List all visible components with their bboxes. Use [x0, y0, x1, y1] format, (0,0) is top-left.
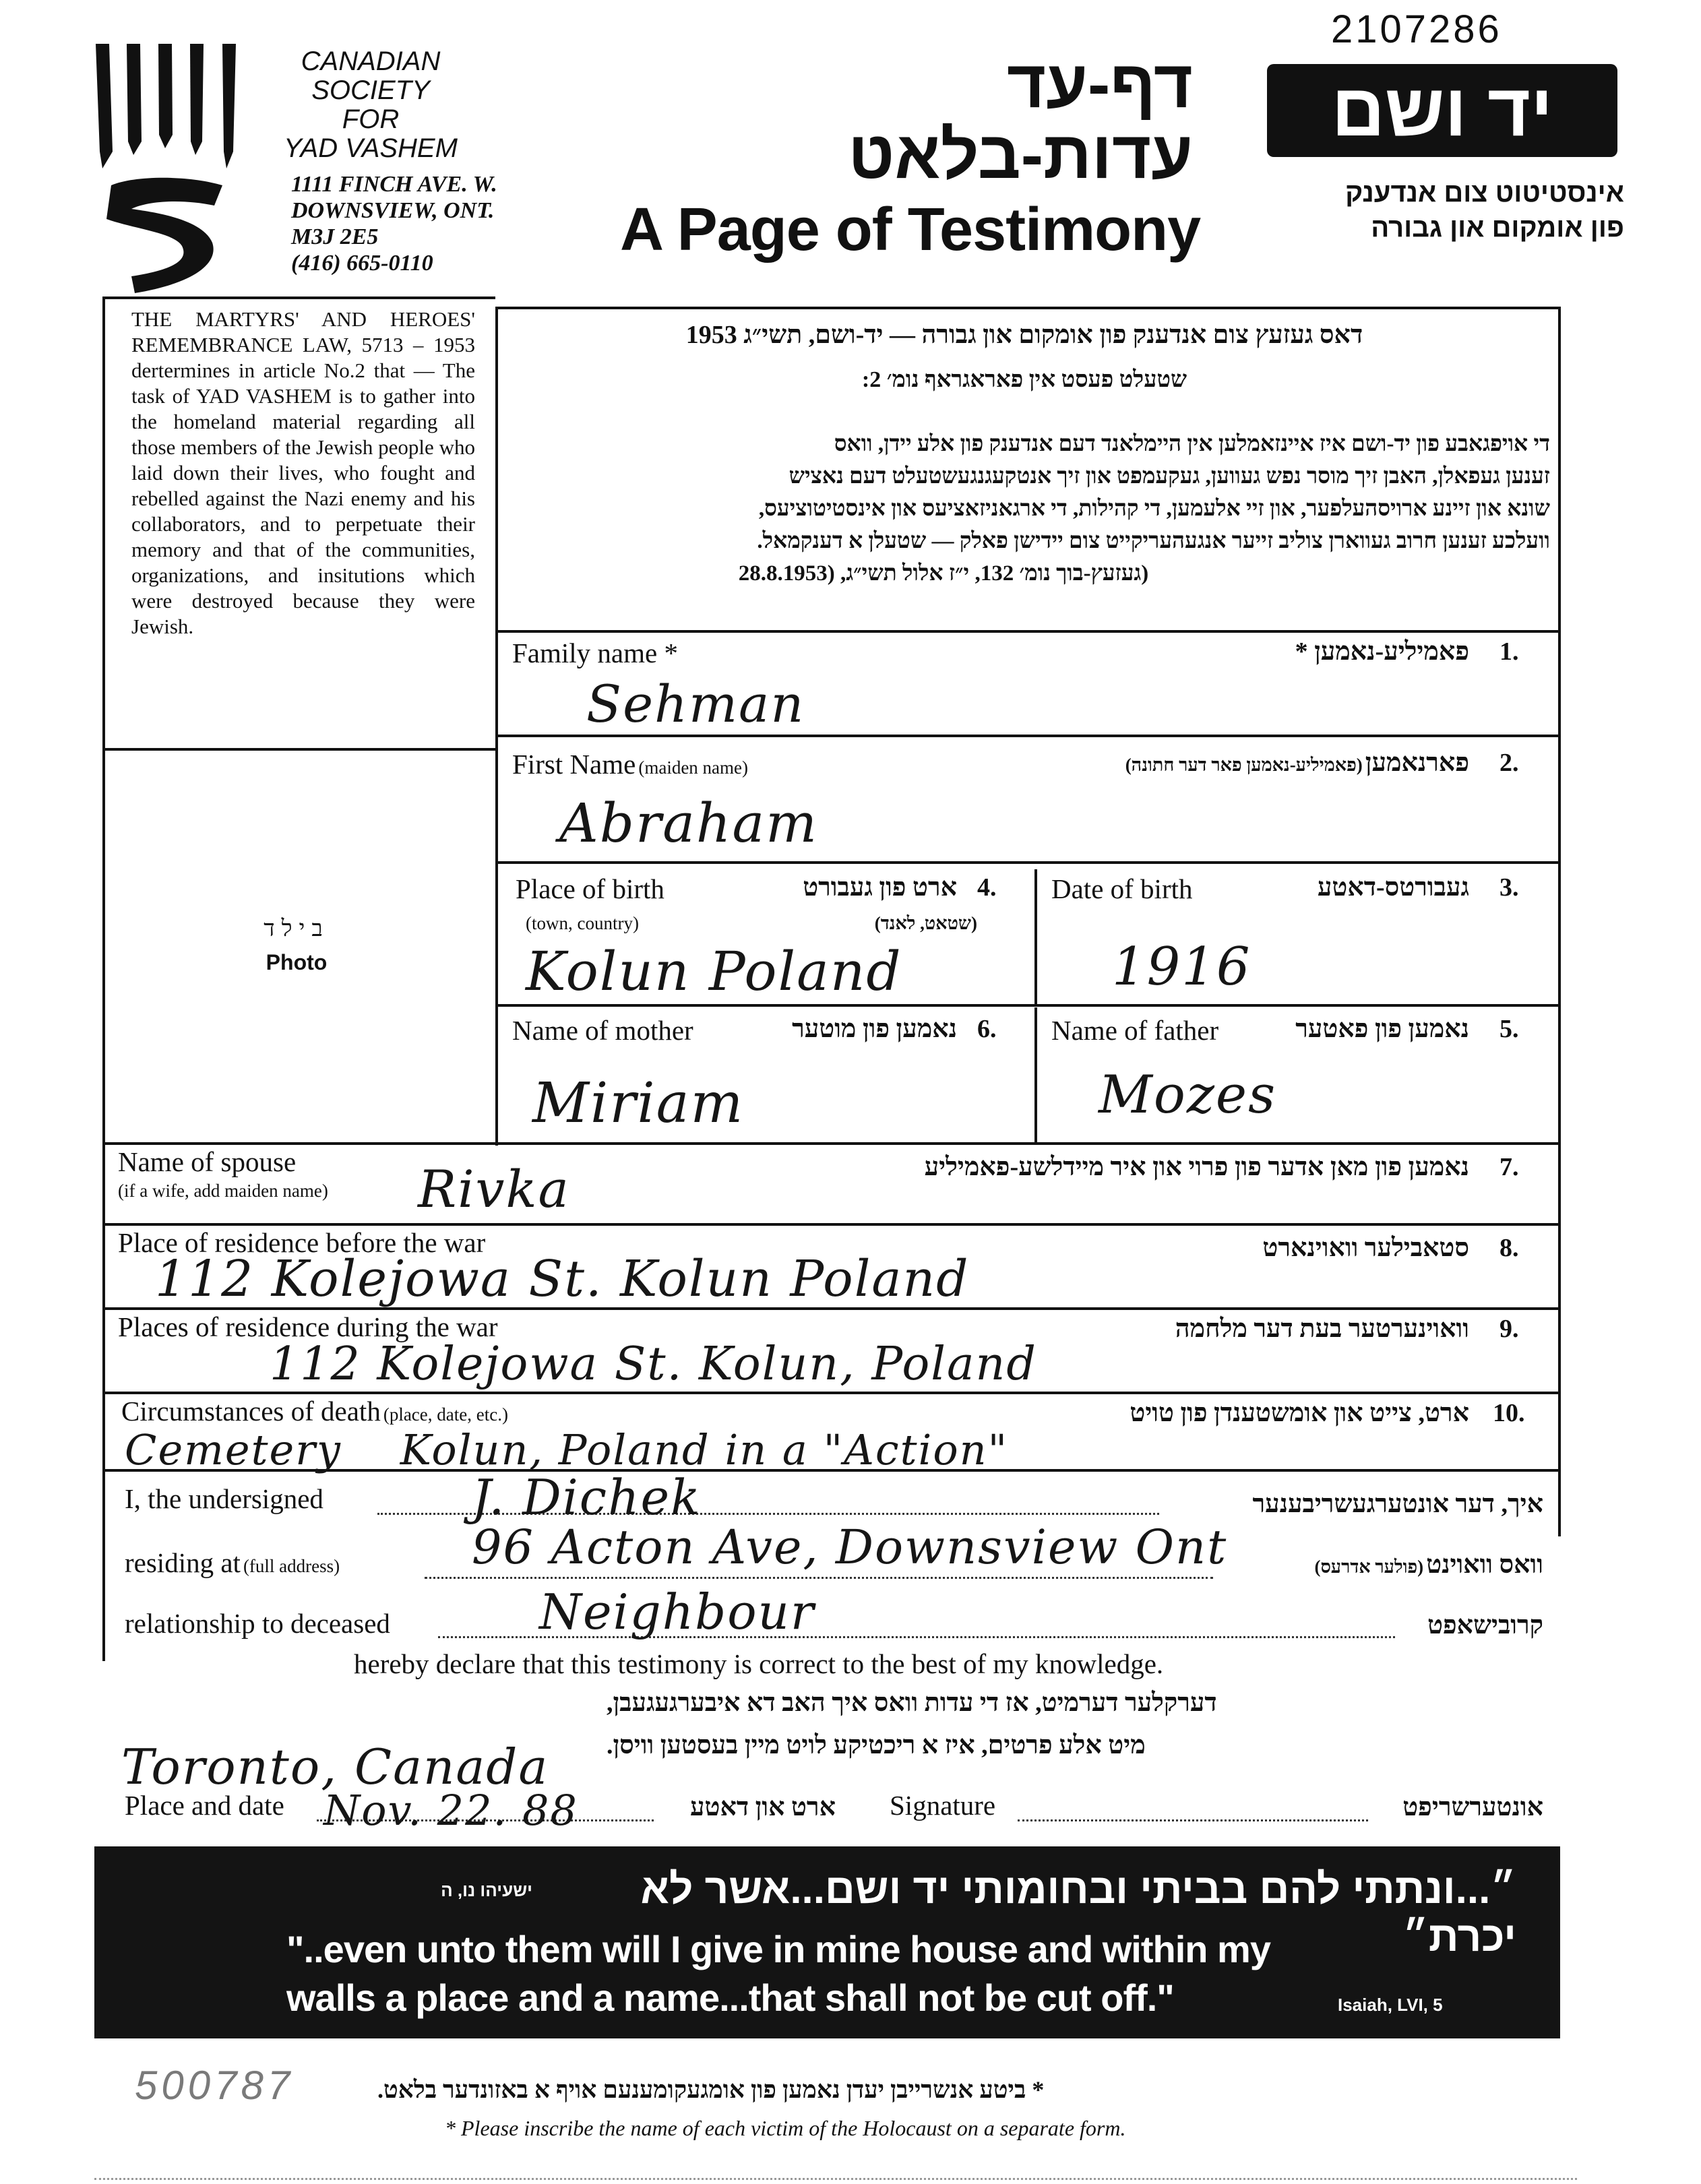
row-rule — [495, 861, 1560, 864]
field-number: 2. — [1499, 749, 1519, 777]
date-of-birth-label-hebrew: געבורטס-דאטע — [1317, 873, 1469, 902]
row-rule — [102, 1223, 1560, 1226]
father-name-value: Mozes — [1099, 1065, 1277, 1125]
address-line: DOWNSVIEW, ONT. — [291, 198, 495, 223]
undersigned-label-hebrew: איך, דער אונטערגעשריבענער — [1252, 1490, 1543, 1518]
signature-label-hebrew: אונטערשריפט — [1402, 1793, 1543, 1821]
residing-label — [125, 1547, 340, 1579]
signature-label: Signature — [890, 1790, 996, 1821]
mother-name-label-hebrew: נאמען פון מוטער — [792, 1015, 957, 1043]
place-value: Toronto, Canada — [121, 1739, 549, 1795]
law-line: שונא און זיינע ארויסהעלפער, און זיי אלעמען, די קהילות, די ארגאניזאציעס און אינסטיטוציעס, — [758, 497, 1550, 521]
institute-name — [1247, 175, 1624, 245]
banner-hebrew-ref: ישעיהו נו, ה — [441, 1880, 532, 1900]
family-name-label-hebrew: פאמיליע-נאמען * — [1295, 637, 1469, 666]
footer-dotted-line — [94, 2178, 1577, 2180]
banner-hebrew: ״...ונתתי להם בביתי ובחומותי יד ושם...אשר לא יכרת״ — [640, 1866, 1516, 1960]
law-subtitle-hebrew: שטעלט פעסט אין פאראגראף נומ׳ 2: — [861, 367, 1187, 392]
stamp-number: 500787 — [135, 2063, 295, 2108]
father-name-label: Name of father — [1051, 1015, 1219, 1046]
place-of-birth-label: Place of birth — [516, 873, 664, 904]
society-name — [283, 47, 458, 163]
spouse-note: (if a wife, add maiden name) — [118, 1181, 328, 1201]
first-name-label — [512, 748, 748, 780]
mother-name-value: Miriam — [532, 1071, 745, 1135]
law-line: די אויפגאבע פון יד-ושם איז איינזאמלען אין היימלאנד דעם אנדענק פון אלע יידן, וואס — [834, 432, 1550, 456]
spouse-label-hebrew: נאמען פון מאן אדער פון פרוי און איר מיידלשע-פאמיליע — [924, 1153, 1469, 1181]
frame-top-left — [102, 297, 495, 299]
date-of-birth-label: Date of birth — [1051, 873, 1193, 904]
footer-note-english: * Please inscribe the name of each victim of the Holocaust on a separate form. — [445, 2116, 1126, 2140]
field-number: 4. — [977, 873, 997, 902]
first-name-value: Abraham — [559, 792, 818, 854]
first-name-hebrew-note: (פאמיליע-נאמען פאר דער חתונה) — [1125, 755, 1363, 775]
institute-line: פון אומקום און גבורה — [1371, 213, 1624, 243]
place-of-birth-label-hebrew: ארט פון געבורט — [803, 873, 957, 902]
society-line: CANADIAN — [301, 46, 441, 76]
declaration-text-hebrew-2: מיט אלע פרטים, איז א ריכטיקע לויט מיין בעסטען וויסן. — [607, 1731, 1146, 1759]
field-number: 3. — [1499, 873, 1519, 902]
field-number: 1. — [1499, 637, 1519, 666]
field-number: 10. — [1493, 1399, 1525, 1427]
residence-during-label-hebrew: וואוינערטער בעת דער מלחמה — [1175, 1315, 1469, 1343]
first-name-hebrew-text: פארנאמען — [1365, 749, 1469, 777]
row-rule — [102, 1392, 1560, 1394]
date-of-birth-value: 1916 — [1112, 937, 1251, 997]
society-line: FOR — [342, 104, 400, 134]
field-number: 6. — [977, 1015, 997, 1043]
relationship-label: relationship to deceased — [125, 1608, 390, 1639]
first-name-label-hebrew — [876, 748, 1469, 778]
place-of-birth-note-hebrew: (שטאט, לאנד) — [874, 913, 977, 933]
death-value: Cemetery Kolun, Poland in a "Action" — [125, 1425, 1009, 1474]
row-rule — [495, 630, 1560, 633]
field-number: 8. — [1499, 1234, 1519, 1262]
menorah-logo — [94, 40, 259, 300]
mother-name-label: Name of mother — [512, 1015, 693, 1046]
residing-value: 96 Acton Ave, Downsview Ont — [472, 1520, 1228, 1575]
law-text-english: THE MARTYRS' AND HEROES' REMEMBRANCE LAW, 5713 – 1953 dertermines in article No.2 that — The task of YAD VASHEM is to gather into the homeland material regarding all those members of the Jewish people who laid down their lives, who fought and rebelled against the Nazi enemy and his collaborators, and to perpetuate their memory and that of the communities, organizations, and insitutions which were destroyed because they were Jewish. — [131, 307, 475, 638]
residence-before-label: Place of residence before the war — [118, 1227, 486, 1258]
field-number: 9. — [1499, 1315, 1519, 1343]
undersigned-value: J. Dichek — [472, 1469, 702, 1526]
family-name-value: Sehman — [586, 674, 805, 734]
residence-before-value: 112 Kolejowa St. Kolun Poland — [155, 1250, 970, 1308]
law-text-hebrew — [512, 428, 1550, 590]
spouse-value: Rivka — [418, 1159, 570, 1219]
society-line: SOCIETY — [311, 75, 430, 105]
place-date-label-hebrew: ארט און דאטע — [690, 1793, 836, 1821]
residing-label-hebrew — [1200, 1550, 1543, 1580]
law-line: וועלכע זענען חרוב געווארן צוליב זייער אנגעהעריקייט צום יידישן פאלק — שטעלן א דענקמאל. — [757, 529, 1550, 553]
place-date-value: Nov. 22. 88 — [323, 1786, 578, 1835]
document-number: 2107286 — [1331, 7, 1502, 51]
frame-middle-divider — [495, 307, 498, 1146]
residing-hebrew-note: (פולער אדרעס) — [1314, 1557, 1424, 1577]
footer-note-hebrew: * ביטע אנשרייבן יעדן נאמען פון אומגעקומענעם אויף א באזונדער בלאט. — [377, 2076, 1045, 2103]
page-title: A Page of Testimony — [620, 196, 1201, 263]
frame-top-right — [495, 307, 1560, 309]
place-date-label: Place and date — [125, 1790, 284, 1821]
address-line: 1111 FINCH AVE. W. — [291, 172, 497, 197]
frame-left-outer — [102, 297, 105, 1661]
first-name-note: (maiden name) — [638, 757, 749, 778]
row-rule — [102, 1142, 1560, 1145]
yad-vashem-logo: יד ושם — [1267, 64, 1617, 157]
death-note: (place, date, etc.) — [383, 1404, 508, 1425]
address-line: (416) 665-0110 — [291, 251, 433, 276]
first-name-label-text: First Name — [512, 749, 636, 780]
society-address — [291, 171, 534, 276]
place-of-birth-value: Kolun Poland — [526, 940, 902, 1003]
law-line: (געזעץ-בוך נומ׳ 132, י״ז אלול תשי״ג, (28.8.1953 — [738, 561, 1149, 586]
place-of-birth-note: (town, country) — [526, 913, 639, 933]
law-line: זענען געפאלן, האבן זיך מוסר נפש געווען, געקעמפט און זיך אנטקעגנגעשטעלט דעם נאציש — [788, 464, 1550, 489]
cell-divider — [1034, 869, 1037, 1004]
title-hebrew-2: עדות-בלאט — [848, 117, 1193, 193]
field-number: 5. — [1499, 1015, 1519, 1043]
residing-hebrew-text: וואס וואוינט — [1426, 1551, 1543, 1579]
frame-left-mid — [102, 748, 495, 751]
frame-right-outer — [1558, 307, 1561, 1536]
row-rule — [495, 735, 1560, 737]
banner-english-ref: Isaiah, LVI, 5 — [1338, 1995, 1443, 2015]
relationship-label-hebrew: קרובישאפט — [1427, 1611, 1543, 1640]
row-rule — [495, 1004, 1560, 1007]
death-label-hebrew: ארט, צייט און אומשטענדן פון טויט — [1130, 1399, 1469, 1427]
undersigned-label: I, the undersigned — [125, 1483, 323, 1514]
banner-english-1: "..even unto them will I give in mine house and within my — [286, 1928, 1270, 1970]
title-hebrew-1: דף-עד — [1006, 46, 1193, 122]
relationship-value: Neighbour — [539, 1584, 815, 1640]
death-label — [121, 1395, 508, 1427]
residence-before-label-hebrew: סטאבילער וואוינארט — [1262, 1234, 1469, 1262]
residing-label-text: residing at — [125, 1547, 241, 1578]
signature-line — [1018, 1819, 1368, 1821]
isaiah-banner — [94, 1846, 1560, 2038]
death-label-text: Circumstances of death — [121, 1396, 381, 1427]
residence-during-label: Places of residence during the war — [118, 1311, 498, 1342]
declaration-text-hebrew-1: דערקלער דערמיט, אז די עדות וואס איך האב דא איבערגעגעבן, — [607, 1689, 1217, 1717]
residing-note: (full address) — [243, 1556, 340, 1576]
address-line: M3J 2E5 — [291, 224, 379, 249]
family-name-label: Family name * — [512, 637, 678, 668]
society-line: YAD VASHEM — [284, 133, 458, 163]
institute-line: אינסטיטוט צום אנדענק — [1345, 178, 1624, 208]
field-number: 7. — [1499, 1153, 1519, 1181]
photo-label-hebrew: בילד — [264, 916, 330, 941]
law-title-hebrew: דאס געזעץ צום אנדענק פון אומקום און גבורה — יד-ושם, תשי״ג 1953 — [685, 321, 1363, 349]
banner-english-2: walls a place and a name...that shall not be cut off." — [286, 1976, 1174, 2019]
father-name-label-hebrew: נאמען פון פאטער — [1295, 1015, 1469, 1043]
cell-divider — [1034, 1007, 1037, 1142]
declaration-text: hereby declare that this testimony is correct to the best of my knowledge. — [354, 1648, 1164, 1679]
photo-label: Photo — [266, 950, 328, 974]
spouse-label: Name of spouse — [118, 1146, 297, 1177]
residence-during-value: 112 Kolejowa St. Kolun, Poland — [270, 1338, 1037, 1391]
residing-line — [425, 1577, 1213, 1579]
